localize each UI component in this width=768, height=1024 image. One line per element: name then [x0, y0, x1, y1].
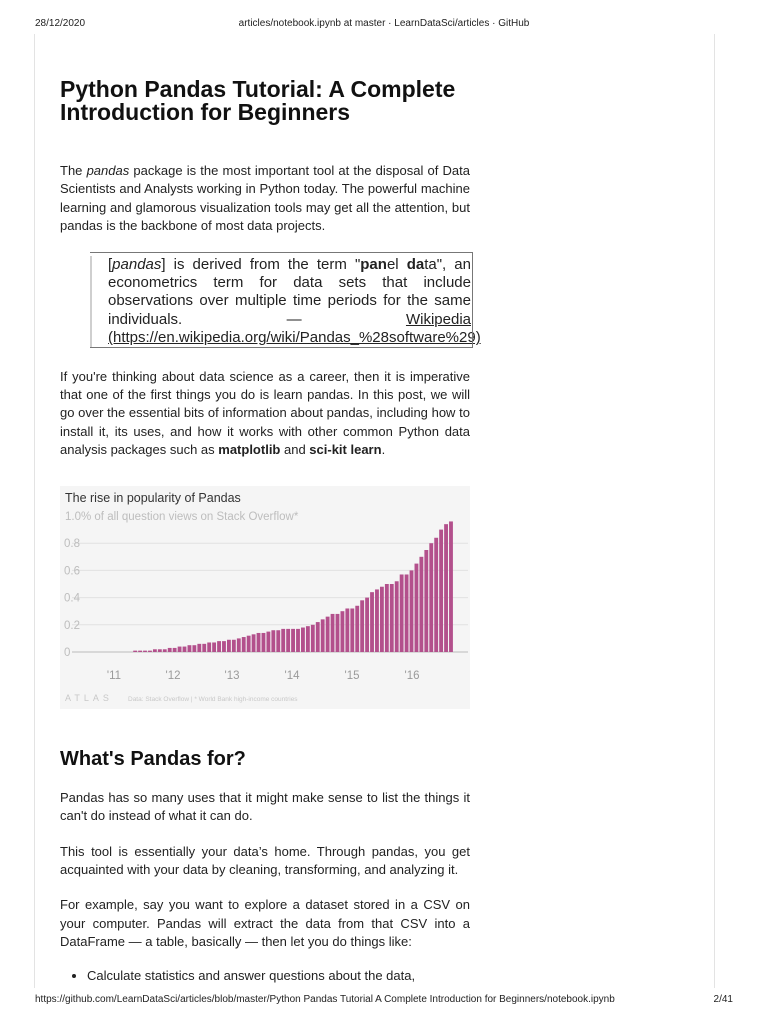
chart-bar [415, 563, 419, 651]
print-url: https://github.com/LearnDataSci/articles/blob/master/Python Pandas Tutorial A Complete Introduction for Beginners/notebook.ipynb [35, 994, 615, 1005]
chart-bar [266, 631, 270, 651]
chart-bar [148, 650, 152, 651]
chart-x-tick-label: '11 [106, 669, 122, 682]
chart-svg [60, 486, 470, 709]
chart-title: The rise in popularity of Pandas [65, 490, 241, 505]
chart-bar [345, 608, 349, 652]
wikipedia-link[interactable]: Wikipedia [405, 310, 471, 328]
chart-bar [316, 622, 320, 652]
chart-source-note: Data: Stack Overflow | * World Bank high-income countries [128, 695, 298, 703]
chart-bar [296, 629, 300, 652]
chart-bar [375, 589, 379, 652]
chart-bar [301, 627, 305, 651]
chart-bar [286, 629, 290, 652]
chart-bar [390, 584, 394, 652]
print-date: 28/12/2020 [35, 18, 86, 29]
quote-da-bold: da [406, 255, 425, 273]
chart-y-tick-labels [64, 538, 81, 659]
quote-derived: ] is derived from the term " [161, 255, 361, 273]
chart-bar [237, 638, 241, 652]
chart-bar [252, 634, 256, 652]
chart-bar [153, 649, 157, 652]
chart-y-tick-label: 0 [64, 646, 71, 659]
chart-bar [291, 629, 295, 652]
chart-bar [183, 646, 187, 651]
quote-pan-bold: pan [360, 255, 387, 273]
chart-bar [385, 584, 389, 652]
chart-bar [419, 556, 423, 651]
chart-y-tick-label: 0.2 [64, 619, 80, 632]
chart-bar [207, 642, 211, 652]
chart-bar [242, 637, 246, 652]
chart-bar [306, 626, 310, 652]
chart-bar [395, 581, 399, 652]
chart-bars [133, 521, 453, 652]
chart-bar [424, 550, 428, 652]
chart-bar [276, 630, 280, 652]
chart-bar [212, 642, 216, 652]
intro-pandas-emphasis: pandas [86, 163, 130, 178]
chart-bar [222, 641, 226, 652]
chart-y-tick-label: 0.6 [64, 565, 80, 578]
chart-bar [439, 529, 443, 651]
chart-bar [336, 614, 340, 652]
quote-pandas-emphasis: pandas [112, 255, 162, 273]
wikipedia-url-link[interactable]: (https://en.wikipedia.org/wiki/Pandas_%28software%29) [108, 329, 481, 347]
chart-bar [340, 611, 344, 652]
quote-body: ta", an econometrics term for data sets that include observations over multiple time periods for the same individuals. — [108, 255, 471, 328]
intro-paragraph [60, 162, 470, 236]
chart-bar [434, 537, 438, 651]
chart-bar [192, 645, 196, 652]
pandas-popularity-chart [60, 486, 470, 709]
chart-x-tick-label: '13 [224, 669, 240, 682]
chart-bar [138, 650, 142, 651]
chart-y-tick-label: 0.8 [64, 537, 80, 550]
chart-bar [350, 608, 354, 652]
chart-bar [281, 629, 285, 652]
chart-bar [197, 644, 201, 652]
chart-bar [168, 648, 172, 652]
chart-bar [163, 649, 167, 652]
atlas-logo: ATLAS [65, 692, 113, 703]
chart-bar [380, 586, 384, 651]
chart-bar [257, 633, 261, 652]
chart-y-tick-label: 0.4 [64, 592, 80, 605]
chart-bar [173, 648, 177, 652]
chart-bar [326, 616, 330, 651]
career-paragraph [60, 368, 470, 460]
chart-bar [188, 645, 192, 652]
career-and: and [280, 442, 310, 458]
chart-bar [227, 639, 231, 651]
chart-bar [449, 521, 453, 652]
chart-bar [262, 633, 266, 652]
matplotlib-bold: matplotlib [218, 442, 281, 458]
chart-bar [271, 630, 275, 652]
print-page-title: articles/notebook.ipynb at master · LearnDataSci/articles · GitHub [238, 18, 530, 29]
chart-bar [360, 600, 364, 652]
chart-subtitle: 1.0% of all question views on Stack Overflow* [65, 510, 299, 523]
career-pre: If you're thinking about data science as a career, then it is imperative that one of the first things you do is learn pandas. In this post, we will go over the essential bits of information about pandas, including how to install it, its uses, and how it works with other common Python data analysis packages such as [60, 368, 470, 458]
chart-bar [178, 646, 182, 651]
print-page-number: 2/41 [713, 994, 733, 1005]
intro-pre: The [60, 163, 87, 178]
article-content [60, 76, 481, 985]
chart-bar [365, 597, 369, 651]
scikit-learn-bold: sci-kit learn [309, 442, 382, 458]
uses-paragraph: Pandas has so many uses that it might make sense to list the things it can't do instead of what it can do. [60, 789, 470, 824]
quote-open: [ [108, 255, 113, 273]
quote-el: el [386, 255, 407, 273]
chart-bar [400, 574, 404, 652]
list-item: • Calculate statistics and answer questions about the data, [87, 967, 470, 985]
chart-bar [143, 650, 147, 651]
chart-x-tick-label: '12 [165, 669, 181, 682]
section-heading-whats-pandas-for: What's Pandas for? [60, 747, 246, 770]
chart-bar [202, 644, 206, 652]
chart-bar [217, 641, 221, 652]
left-margin-rule [34, 34, 35, 988]
pandas-uses-list [60, 967, 470, 985]
chart-bar [370, 592, 374, 652]
chart-bar [331, 614, 335, 652]
chart-bar [133, 650, 137, 651]
chart-bar [429, 543, 433, 652]
chart-bar [158, 649, 162, 652]
right-margin-rule [714, 34, 715, 988]
career-period: . [381, 442, 386, 458]
csv-example-paragraph: For example, say you want to explore a dataset stored in a CSV on your computer. Pandas will extract the data from that CSV into a DataFrame — a table, basically — then let you do things like: [60, 897, 470, 950]
chart-x-tick-label: '15 [344, 669, 360, 682]
chart-x-tick-label: '16 [404, 669, 420, 682]
chart-x-tick-labels [107, 670, 420, 682]
chart-bar [321, 619, 325, 652]
article-title: Python Pandas Tutorial: A Complete Introduction for Beginners [60, 76, 456, 125]
chart-bar [444, 524, 448, 652]
chart-bar [232, 639, 236, 651]
chart-bar [311, 624, 315, 651]
chart-x-tick-label: '14 [284, 669, 300, 682]
chart-bar [410, 570, 414, 652]
chart-bar [247, 635, 251, 651]
wikipedia-quote [90, 255, 481, 348]
chart-bar [355, 605, 359, 651]
data-home-paragraph: This tool is essentially your data’s home. Through pandas, you get acquainted with your data by cleaning, transforming, and analyzing it. [60, 843, 470, 877]
intro-post: package is the most important tool at the disposal of Data Scientists and Analysts working in Python today. The powerful machine learning and glamorous visualization tools may get all the attention, but pandas is the backbone of most data projects. [60, 163, 470, 234]
chart-bar [405, 574, 409, 652]
